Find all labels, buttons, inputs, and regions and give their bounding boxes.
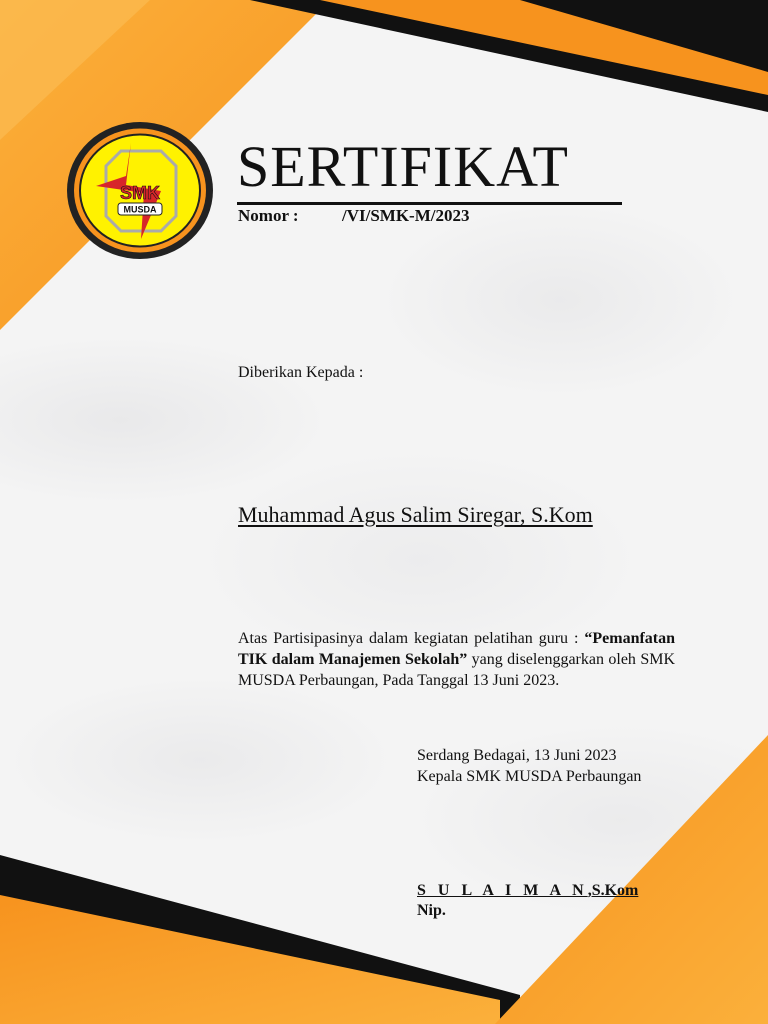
school-emblem-icon — [66, 121, 214, 260]
emblem-text: SMK — [120, 183, 160, 203]
certificate-number — [238, 206, 470, 226]
body-rest: yang diselenggarkan oleh SMK MUSDA Perbaungan, Pada Tanggal 13 Juni 2023. — [238, 651, 675, 689]
number-label: Nomor : — [238, 206, 299, 225]
signer-name — [417, 882, 638, 900]
body-intro: Atas Partisipasinya dalam kegiatan pelatihan guru : — [238, 630, 579, 647]
signer-nip: Nip. — [417, 902, 446, 919]
title-underline — [237, 202, 622, 205]
number-value: /VI/SMK-M/2023 — [342, 206, 470, 225]
event-title: “Pemanfatan TIK dalam Manajemen Sekolah” — [238, 630, 676, 668]
signature-block — [417, 745, 641, 787]
signer-role: Kepala SMK MUSDA Perbaungan — [417, 768, 642, 785]
certificate-body — [238, 628, 675, 691]
signer-name-main: S U L A I M A N — [417, 882, 588, 899]
given-to-label: Diberikan Kepada : — [238, 364, 364, 381]
emblem-subtext: MUSDA — [123, 204, 157, 215]
recipient-name: Muhammad Agus Salim Siregar, S.Kom — [238, 502, 593, 527]
place-date: Serdang Bedagai, 13 Juni 2023 — [417, 747, 617, 764]
certificate-title: SERTIFIKAT — [237, 134, 569, 199]
signer-name-suffix: ,S.Kom — [587, 882, 639, 899]
